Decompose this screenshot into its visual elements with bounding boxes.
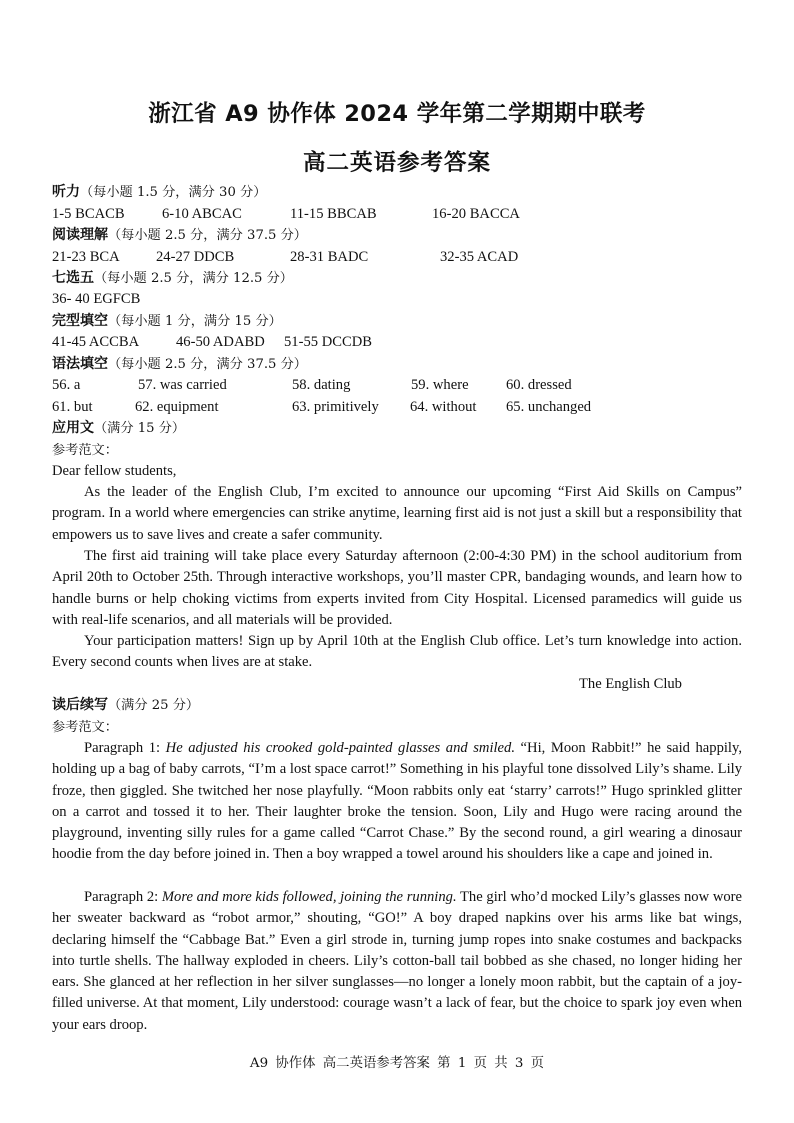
grammar-answer: 61. but bbox=[52, 399, 93, 415]
section-heading: 读后续写 bbox=[52, 697, 108, 713]
section-heading: 应用文 bbox=[52, 420, 94, 436]
answer-group: 1-5 BCACB bbox=[52, 206, 125, 222]
writing2-header bbox=[52, 695, 199, 716]
given-sentence: He adjusted his crooked gold-painted glasses and smiled. bbox=[165, 740, 515, 756]
section-note: （每小题 1 分，满分 15 分） bbox=[108, 314, 282, 329]
section-heading: 阅读理解 bbox=[52, 227, 108, 243]
document-title: 浙江省 A9 协作体 2024 学年第二学期期中联考 bbox=[148, 101, 646, 127]
letter-paragraph: As the leader of the English Club, I’m excited to announce our upcoming “First Aid Skills on Campus” program. In a world where emergencies can strike anytime, learning first aid is not just a skill but a responsibility that empowers us to save lives and create a safer community. bbox=[52, 484, 742, 543]
grammar-answer: 65. unchanged bbox=[506, 399, 592, 415]
section-heading: 七选五 bbox=[52, 270, 94, 286]
answer-group: 11-15 BBCAB bbox=[290, 206, 377, 222]
paragraph-label: Paragraph 1: bbox=[84, 740, 166, 756]
listening-header bbox=[52, 182, 266, 203]
grammar-answer: 56. a bbox=[52, 377, 81, 393]
answer-group: 32-35 ACAD bbox=[440, 249, 519, 265]
document-subtitle: 高二英语参考答案 bbox=[302, 150, 491, 176]
paragraph-text: “Hi, Moon Rabbit!” he said happily, holding up a bag of baby carrots, “I’m a lost space carrot!” Something in his playful tone dissolved Lily’s shame. Lily froze, then giggled. She twitched her nose playfully. “Moon rabbits only eat ‘starry’ carrots!” Hugo sprinkled glitter on a carrot and tossed it to her. Their laughter broke the tension. Soon, Lily and Hugo were racing around the playground, inventing silly rules for a game called “Carrot Chase.” By the second round, a girl wearing a dinosaur hoodie from the day before joined in. Then a boy wrapped a towel around his shoulders like a cape and joined in. bbox=[52, 740, 742, 863]
answer-group: 6-10 ABCAC bbox=[162, 206, 242, 222]
reference-label: 参考范文： bbox=[52, 443, 118, 458]
seven-five-header bbox=[52, 268, 293, 289]
grammar-answer: 57. was carried bbox=[138, 377, 227, 393]
grammar-answer: 59. where bbox=[411, 377, 469, 393]
answer-group: 46-50 ADABD bbox=[176, 334, 265, 350]
answer-group: 36- 40 EGFCB bbox=[52, 291, 141, 307]
essay-paragraph-1 bbox=[52, 738, 742, 866]
grammar-answer: 63. primitively bbox=[292, 399, 379, 415]
section-note: （每小题 2.5 分，满分 12.5 分） bbox=[94, 271, 293, 286]
page-footer: A9 协作体 高二英语参考答案 第 1 页 共 3 页 bbox=[249, 1056, 545, 1071]
section-note: （每小题 2.5 分，满分 37.5 分） bbox=[108, 228, 307, 243]
answer-group: 24-27 DDCB bbox=[156, 249, 235, 265]
section-note: （满分 15 分） bbox=[94, 421, 186, 436]
paragraph-label: Paragraph 2: bbox=[84, 889, 162, 905]
writing1-header bbox=[52, 418, 185, 439]
answer-group: 41-45 ACCBA bbox=[52, 334, 140, 350]
reading-header bbox=[52, 225, 307, 246]
section-heading: 语法填空 bbox=[52, 356, 108, 372]
grammar-answer: 64. without bbox=[410, 399, 477, 415]
grammar-header bbox=[52, 354, 307, 375]
answer-group: 28-31 BADC bbox=[290, 249, 369, 265]
letter-paragraph: Your participation matters! Sign up by April 10th at the English Club office. Let’s turn knowledge into action. Every second counts when lives are at stake. bbox=[52, 633, 742, 671]
grammar-answer: 58. dating bbox=[292, 377, 351, 393]
section-note: （满分 25 分） bbox=[108, 698, 200, 713]
section-heading: 完型填空 bbox=[52, 313, 108, 329]
letter-signature: The English Club bbox=[579, 676, 682, 692]
section-note: （每小题 2.5 分，满分 37.5 分） bbox=[108, 357, 307, 372]
reference-label: 参考范文： bbox=[52, 720, 118, 735]
given-sentence: More and more kids followed, joining the running. bbox=[161, 889, 457, 905]
letter-paragraph: The first aid training will take place every Saturday afternoon (2:00-4:30 PM) in the school auditorium from April 20th to October 25th. Through interactive workshops, you’ll master CPR, bandaging wounds, and learn how to handle burns or help choking victims from experts invited from City Hospital. Licensed paramedics will guide us with real-life scenarios, and all materials will be provided. bbox=[52, 548, 742, 628]
answer-group: 21-23 BCA bbox=[52, 249, 120, 265]
section-heading: 听力 bbox=[52, 184, 80, 200]
answer-group: 51-55 DCCDB bbox=[284, 334, 372, 350]
letter-greeting: Dear fellow students, bbox=[52, 463, 177, 479]
grammar-answer: 60. dressed bbox=[506, 377, 572, 393]
answer-group: 16-20 BACCA bbox=[432, 206, 520, 222]
paragraph-text: The girl who’d mocked Lily’s glasses now wore her sweater backward as “robot armor,” shouting, “GO!” A boy draped napkins over his arms like bat wings, declaring himself the “Cabbage Bat.” Even a girl strode in, turning jump ropes into snake costumes and backpacks into turtle shells. The hallway exploded in cheers. Lily’s cotton-ball tail bobbed as she chased, no longer hiding her ears. She glanced at her reflection in her silver sunglasses—no longer a lonely moon rabbit, but the captain of a joy-filled universe. At that moment, Lily understood: courage wasn’t a lack of fear, but the choice to spark joy even when your ears droop. bbox=[52, 889, 742, 1033]
section-note: （每小题 1.5 分，满分 30 分） bbox=[80, 185, 267, 200]
essay-paragraph-2 bbox=[52, 887, 742, 1036]
grammar-answer: 62. equipment bbox=[135, 399, 219, 415]
cloze-header bbox=[52, 311, 282, 332]
